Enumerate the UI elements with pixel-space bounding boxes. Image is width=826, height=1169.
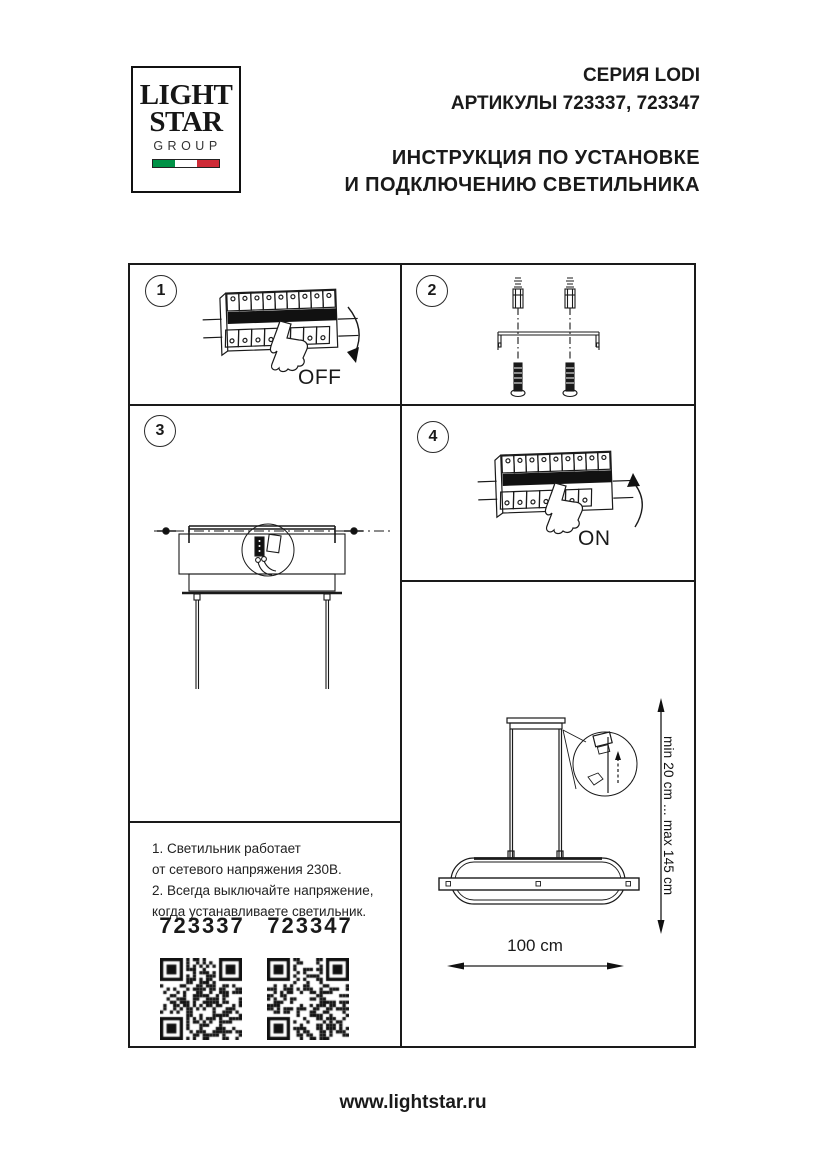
anchor-bottom-left <box>511 363 525 397</box>
divider-vertical <box>400 265 402 1046</box>
step-3-canopy-drawing <box>152 517 397 702</box>
step-4-breaker-on-drawing <box>475 445 650 567</box>
instruction-line-1: ИНСТРУКЦИЯ ПО УСТАНОВКЕ <box>391 147 700 169</box>
step-1-breaker-off-drawing <box>200 283 375 405</box>
arrow-up-icon <box>634 483 642 527</box>
arrow-down-icon <box>348 307 359 353</box>
steps-table <box>128 263 696 1048</box>
logo-star: STAR <box>149 105 223 138</box>
step-2-hardware-drawing <box>495 273 610 399</box>
suspension-cables <box>508 729 563 858</box>
logo-group: GROUP <box>153 138 222 153</box>
width-dimension-line <box>447 963 624 970</box>
instruction-title <box>300 145 700 199</box>
qr-code-723337 <box>160 958 242 1040</box>
divider-right-col <box>400 580 694 582</box>
magnifier-circle <box>242 524 294 576</box>
height-range-label: min 20 cm ... max 145 cm <box>661 736 676 896</box>
width-label: 100 cm <box>507 936 563 955</box>
safety-notes: 1. Светильник работает от сетевого напряжения 230В. 2. Всегда выключайте напряжение, когда устанавливаете светильник. <box>152 841 374 919</box>
qr-code-723347 <box>267 958 349 1040</box>
on-label: ON <box>578 527 611 550</box>
instruction-line-2: И ПОДКЛЮЧЕНИЮ СВЕТИЛЬНИКА <box>344 174 700 196</box>
mounting-bracket <box>498 332 599 350</box>
website-link: www.lightstar.ru <box>339 1092 487 1113</box>
logo-light: LIGHT <box>139 79 233 111</box>
screw-top-left <box>513 278 523 308</box>
off-label: OFF <box>298 366 342 389</box>
step-4-number: 4 <box>417 421 449 453</box>
magnifier-cord-adjuster <box>563 730 637 796</box>
divider-left-col <box>130 821 400 823</box>
article-723337: 723337 <box>159 913 245 938</box>
step-1-number: 1 <box>145 275 177 307</box>
step-3-number: 3 <box>144 415 176 447</box>
lightstar-logo <box>131 66 241 193</box>
header <box>300 62 700 199</box>
ceiling-canopy <box>507 718 565 729</box>
lamp-body <box>439 858 639 904</box>
series-title: СЕРИЯ LODI <box>582 65 700 86</box>
italian-flag-icon <box>152 159 220 168</box>
anchor-bottom-right <box>563 363 577 397</box>
articles-title: АРТИКУЛЫ 723337, 723347 <box>450 93 700 114</box>
screw-top-right <box>565 278 575 308</box>
step-2-number: 2 <box>416 275 448 307</box>
article-723347: 723347 <box>267 913 353 938</box>
